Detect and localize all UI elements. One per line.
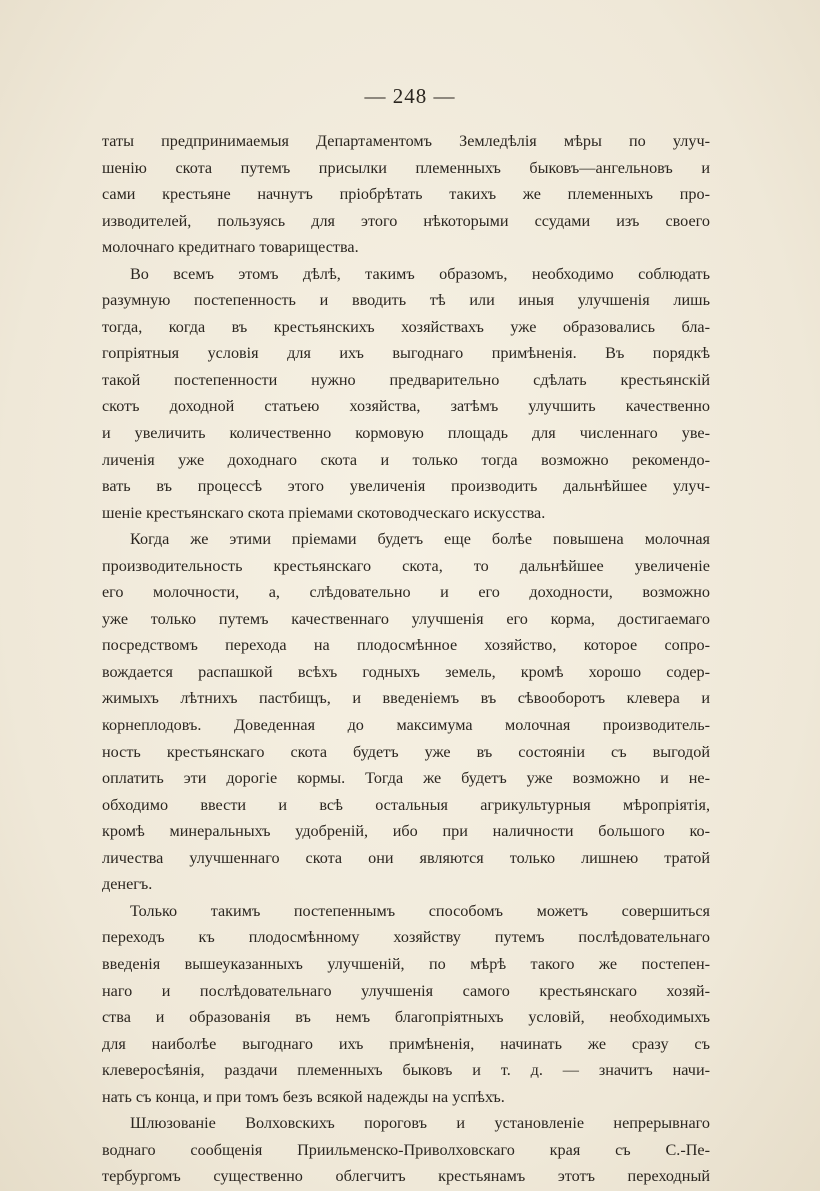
text-line: молочнаго кредитнаго товарищества.	[102, 238, 359, 257]
text-line: жимыхъ лѣтнихъ пастбищъ, и введеніемъ въ сѣвооборотъ клевера и	[102, 689, 710, 708]
text-line: воднаго сообщенія Приильменско-Приволховскаго края съ С.-Пе-	[102, 1140, 710, 1159]
text-line: скотъ доходной статьею хозяйства, затѣмъ улучшить качественно	[102, 397, 710, 416]
text-line: наго и послѣдовательнаго улучшенія самого крестьянскаго хозяй-	[102, 981, 710, 1000]
text-line: шеніе крестьянскаго скота пріемами скотоводческаго искусства.	[102, 503, 546, 522]
text-line: уже только путемъ качественнаго улучшенія его корма, достигаемаго	[102, 609, 710, 628]
text-line: кромѣ минеральныхъ удобреній, ибо при наличности большого ко-	[102, 822, 710, 841]
text-line: оплатить эти дорогіе кормы. Тогда же будетъ уже возможно и не-	[102, 769, 710, 788]
text-line: личества улучшеннаго скота они являются только лишнею тратой	[102, 848, 710, 867]
text-line: Когда же этими пріемами будетъ еще болѣе повышена молочная	[130, 530, 710, 549]
page-number: — 248 —	[364, 84, 456, 108]
text-line: обходимо ввести и всѣ остальныя агрикультурныя мѣропріятія,	[102, 795, 710, 814]
text-line: такой постепенности нужно предварительно сдѣлать крестьянскій	[102, 370, 710, 389]
text-line: изводителей, пользуясь для этого нѣкоторыми ссудами изъ своего	[102, 211, 710, 230]
text-line: его молочности, а, слѣдовательно и его доходности, возможно	[102, 583, 710, 602]
text-line: посредствомъ перехода на плодосмѣнное хозяйство, которое сопро-	[102, 636, 710, 655]
text-line: вать въ процессѣ этого увеличенія производить дальнѣйшее улуч-	[102, 477, 710, 496]
text-line: вождается распашкой всѣхъ годныхъ земель, кромѣ хорошо содер-	[102, 662, 710, 681]
text-line: для наиболѣе выгоднаго ихъ примѣненія, начинать же сразу съ	[102, 1034, 710, 1053]
text-line: введенія вышеуказанныхъ улучшеній, по мѣрѣ такого же постепен-	[102, 954, 710, 973]
text-line: тербургомъ существенно облегчитъ крестьянамъ этотъ переходный	[102, 1167, 710, 1186]
body-text	[102, 128, 710, 1190]
text-line: корнеплодовъ. Доведенная до максимума молочная производитель-	[102, 716, 710, 735]
text-line: Шлюзованіе Волховскихъ пороговъ и установленіе непрерывнаго	[130, 1114, 710, 1133]
text-line: таты предпринимаемыя Департаментомъ Земледѣлія мѣры по улуч-	[102, 132, 710, 150]
text-line: гопріятныя условія для ихъ выгоднаго примѣненія. Въ порядкѣ	[102, 344, 710, 363]
text-line: разумную постепенность и вводить тѣ или иныя улучшенія лишь	[102, 291, 710, 310]
text-line: переходъ къ плодосмѣнному хозяйству путемъ послѣдовательнаго	[102, 928, 710, 947]
text-line: ность крестьянскаго скота будетъ уже въ состояніи съ выгодой	[102, 742, 710, 761]
text-line: тогда, когда въ крестьянскихъ хозяйствахъ уже образовались бла-	[102, 317, 710, 336]
text-line: ства и образованія въ немъ благопріятныхъ условій, необходимыхъ	[102, 1008, 710, 1027]
text-line: и увеличить количественно кормовую площадь для численнаго уве-	[102, 424, 710, 443]
text-line: производительность крестьянскаго скота, то дальнѣйшее увеличеніе	[102, 556, 710, 575]
text-line: денегъ.	[102, 875, 153, 894]
text-line: шенію скота путемъ присылки племенныхъ быковъ—ангельновъ и	[102, 158, 710, 177]
text-line: Только такимъ постепеннымъ способомъ можетъ совершиться	[130, 901, 710, 920]
text-line: Во всемъ этомъ дѣлѣ, такимъ образомъ, необходимо соблюдать	[130, 264, 710, 283]
text-line: личенія уже доходнаго скота и только тогда возможно рекомендо-	[102, 450, 710, 469]
text-line: нать съ конца, и при томъ безъ всякой надежды на успѣхъ.	[102, 1087, 505, 1106]
text-line: клеверосѣянія, раздачи племенныхъ быковъ и т. д. — значитъ начи-	[102, 1061, 710, 1080]
text-line: сами крестьяне начнутъ пріобрѣтать такихъ же племенныхъ про-	[102, 185, 710, 204]
